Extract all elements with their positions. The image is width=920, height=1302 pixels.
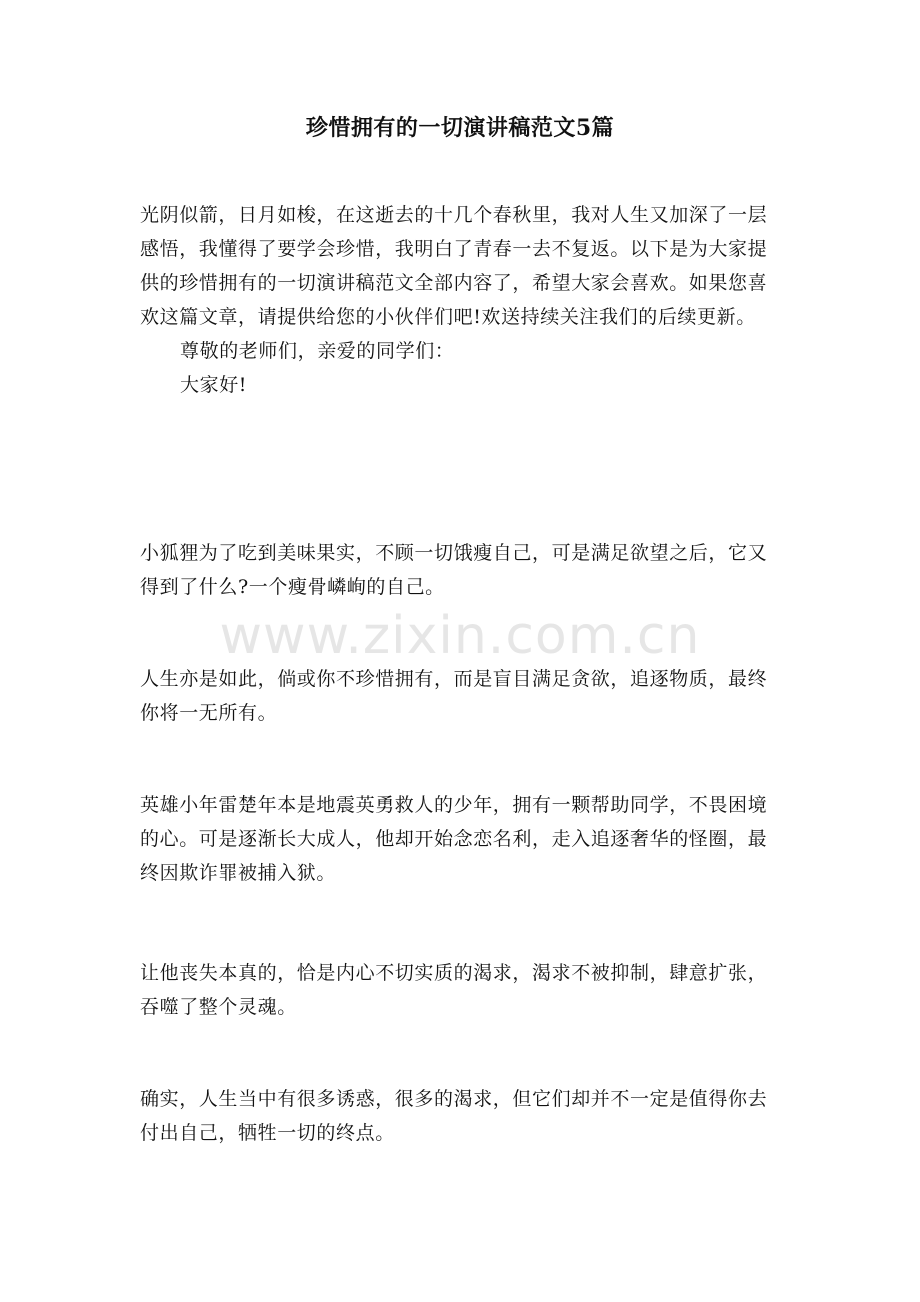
body-paragraph: 人生亦是如此，倘或你不珍惜拥有，而是盲目满足贪欲，追逐物质，最终你将一无所有。	[140, 668, 768, 724]
intro-block	[140, 198, 780, 402]
body-paragraph: 确实，人生当中有很多诱惑，很多的渴求，但它们却并不一定是值得你去付出自己，牺牲一切的终点。	[140, 1088, 768, 1144]
watermark: www.zixin.com.cn	[219, 606, 701, 666]
body-paragraph-4-block	[140, 956, 780, 1024]
body-paragraph-3-block	[140, 788, 780, 890]
body-paragraph-2-block	[140, 662, 780, 730]
body-paragraph: 让他丧失本真的，恰是内心不切实质的渴求，渴求不被抑制，肆意扩张，吞噬了整个灵魂。	[140, 962, 768, 1018]
body-paragraph: 英雄小年雷楚年本是地震英勇救人的少年，拥有一颗帮助同学，不畏困境的心。可是逐渐长大成人，他却开始念恋名利，走入追逐奢华的怪圈，最终因欺诈罪被捕入狱。	[140, 794, 768, 884]
salutation: 尊敬的老师们，亲爱的同学们：	[180, 340, 455, 362]
greeting: 大家好!	[180, 374, 248, 396]
intro-paragraph: 光阴似箭，日月如梭，在这逝去的十几个春秋里，我对人生又加深了一层感悟，我懂得了要学会珍惜，我明白了青春一去不复返。以下是为大家提供的珍惜拥有的一切演讲稿范文全部内容了，希望大家会喜欢。如果您喜欢这篇文章，请提供给您的小伙伴们吧!欢送持续关注我们的后续更新。	[140, 204, 768, 328]
body-paragraph: 小狐狸为了吃到美味果实，不顾一切饿瘦自己，可是满足欲望之后，它又得到了什么?一个瘦骨嶙峋的自己。	[140, 542, 768, 598]
body-paragraph-5-block	[140, 1082, 780, 1150]
body-paragraph-1-block	[140, 536, 780, 604]
document-title: 珍惜拥有的一切演讲稿范文5篇	[305, 115, 615, 141]
